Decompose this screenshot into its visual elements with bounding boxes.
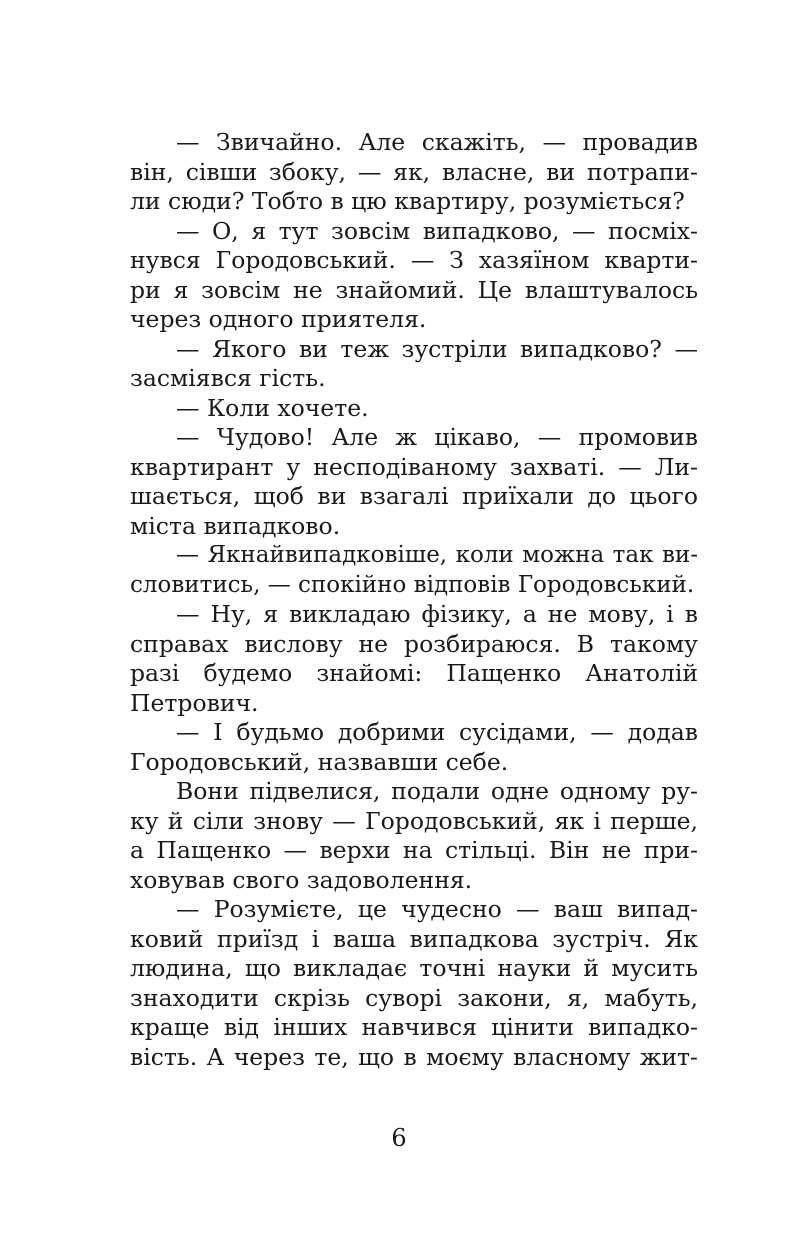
page-text: [130, 128, 698, 1072]
text-line: Вони підвелися, подали одне одному ру-: [176, 777, 698, 805]
text-line: краще від інших навчився цінити випадко-: [130, 1013, 698, 1041]
text-line: через одного приятеля.: [130, 305, 427, 333]
text-line: міста випадково.: [130, 511, 341, 540]
text-line: — Розумієте, це чудесно — ваш випад-: [176, 895, 698, 923]
text-line: Городовський, назвавши себе.: [130, 747, 509, 776]
text-line: а Пащенко — верхи на стільці. Він не при-: [130, 836, 698, 864]
text-line: — Якого ви теж зустріли випадково? —: [176, 334, 698, 363]
text-line: ховував свого задоволення.: [130, 865, 473, 894]
text-line: ри я зовсім не знайомий. Це влаштувалось: [130, 275, 698, 304]
page-number: 6: [391, 1124, 407, 1152]
text-line: Петрович.: [130, 688, 259, 717]
text-line: разі будемо знайомі: Пащенко Анатолій: [130, 659, 698, 687]
text-line: — Звичайно. Але скажіть, — провадив: [176, 128, 698, 156]
text-line: ковий приїзд і ваша випадкова зустріч. Як: [130, 924, 698, 953]
text-line: засміявся гість.: [130, 364, 326, 392]
text-line: — Якнайвипадковіше, коли можна так ви-: [176, 542, 698, 568]
text-line: вість. А через те, що в моєму власному жит-: [130, 1042, 698, 1071]
text-line: — Чудово! Але ж цікаво, — промовив: [176, 423, 698, 451]
text-line: — Ну, я викладаю фізику, а не мову, і в: [176, 600, 698, 628]
text-line: знаходити скрізь суворі закони, я, мабуть,: [130, 983, 698, 1012]
text-line: шається, щоб ви взагалі приїхали до цього: [130, 482, 698, 510]
text-line: — О, я тут зовсім випадково, — посміх-: [176, 216, 698, 245]
text-line: — І будьмо добрими сусідами, — додав: [176, 718, 698, 746]
text-line: нувся Городовський. — З хазяїном кварти-: [130, 246, 698, 274]
text-line: — Коли хочете.: [176, 393, 369, 422]
text-line: він, сівши збоку, — як, власне, ви потрапи-: [130, 157, 698, 186]
text-line: ку й сіли знову — Городовський, як і перше,: [130, 806, 698, 835]
text-line: словитись, — спокійно відповів Городовський.: [130, 571, 695, 598]
text-line: ли сюди? Тобто в цю квартиру, розуміється?: [130, 187, 685, 215]
text-line: справах вислову не розбираюся. В такому: [130, 629, 698, 658]
text-line: квартирант у несподіваному захваті. — Ли-: [130, 452, 698, 481]
text-line: людина, що викладає точні науки й мусить: [130, 954, 698, 982]
